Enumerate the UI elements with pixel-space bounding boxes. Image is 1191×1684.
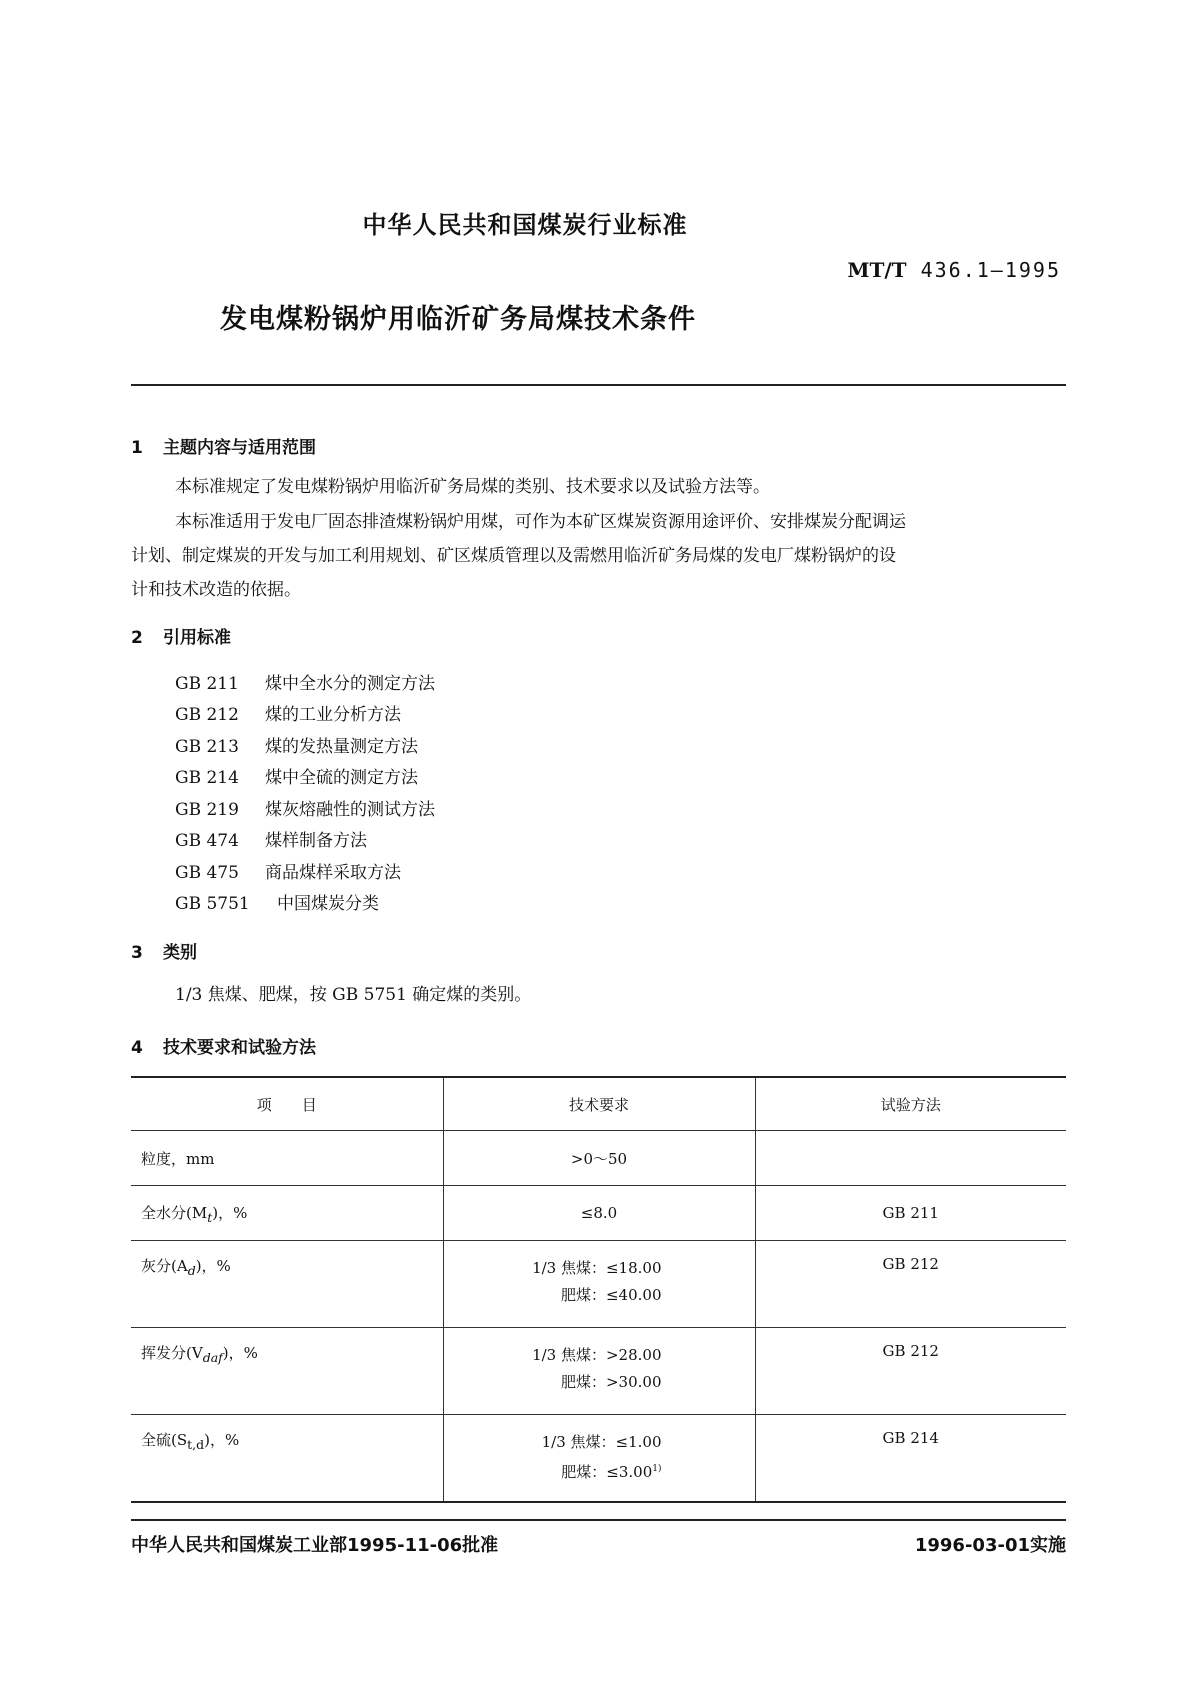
reference-code: GB 213 xyxy=(175,737,239,757)
effective-date: 1996-03-01实施 xyxy=(914,1535,1066,1556)
section-1-paragraph-1: 本标准规定了发电煤粉锅炉用临沂矿务局煤的类别、技术要求以及试验方法等。 xyxy=(175,477,770,497)
reference-item xyxy=(175,826,367,851)
reference-code: GB 212 xyxy=(175,705,239,725)
table-row xyxy=(131,1186,1066,1241)
reference-name: 煤中全硫的测定方法 xyxy=(265,768,418,788)
document-title: 发电煤粉锅炉用临沂矿务局煤技术条件 xyxy=(220,304,696,335)
reference-item xyxy=(175,858,401,883)
reference-name: 中国煤炭分类 xyxy=(277,894,379,914)
row-requirement: ≤8.0 xyxy=(443,1186,755,1241)
reference-name: 煤灰熔融性的测试方法 xyxy=(265,800,435,820)
table-row xyxy=(131,1415,1066,1503)
section-title: 类别 xyxy=(163,943,197,963)
row-test-method: GB 211 xyxy=(755,1186,1066,1241)
reference-code: GB 474 xyxy=(175,831,239,851)
row-item: 全水分$(M_t)$，% xyxy=(131,1186,443,1241)
reference-code: GB 214 xyxy=(175,768,239,788)
section-1-paragraph-2-line-2: 计划、制定煤炭的开发与加工利用规划、矿区煤质管理以及需燃用临沂矿务局煤的发电厂煤粉锅炉的设 xyxy=(131,546,896,566)
footer-divider xyxy=(131,1519,1066,1521)
section-1-heading xyxy=(131,433,316,458)
reference-item xyxy=(175,763,418,788)
section-3-heading xyxy=(131,938,197,963)
code-number: 436.1—1995 xyxy=(920,258,1061,282)
table-row xyxy=(131,1131,1066,1186)
reference-code: GB 475 xyxy=(175,863,239,883)
reference-item xyxy=(175,795,435,820)
section-3-paragraph: 1/3 焦煤、肥煤，按 GB 5751 确定煤的类别。 xyxy=(175,985,532,1005)
row-requirement: 1/3 焦煤：≤18.00 肥煤：≤40.00 xyxy=(443,1241,755,1328)
table-row xyxy=(131,1241,1066,1328)
reference-item xyxy=(175,669,435,694)
section-number: 1 xyxy=(131,438,143,458)
code-prefix: MT/T xyxy=(847,258,907,282)
reference-item xyxy=(175,700,401,725)
row-requirement: >0～50 xyxy=(443,1131,755,1186)
row-item: 灰分$(A_d)$，% xyxy=(131,1241,443,1328)
technical-requirements-table xyxy=(131,1076,1066,1503)
table-row xyxy=(131,1328,1066,1415)
reference-code: GB 5751 xyxy=(175,894,250,914)
section-title: 主题内容与适用范围 xyxy=(163,438,316,458)
reference-item xyxy=(175,889,379,914)
row-item: 粒度，mm xyxy=(131,1131,443,1186)
reference-code: GB 219 xyxy=(175,800,239,820)
section-1-paragraph-2-line-1: 本标准适用于发电厂固态排渣煤粉锅炉用煤，可作为本矿区煤炭资源用途评价、安排煤炭分配调运 xyxy=(175,512,906,532)
reference-name: 商品煤样采取方法 xyxy=(265,863,401,883)
header-test-method: 试验方法 xyxy=(755,1077,1066,1131)
reference-name: 煤的工业分析方法 xyxy=(265,705,401,725)
reference-name: 煤的发热量测定方法 xyxy=(265,737,418,757)
row-test-method: GB 212 xyxy=(755,1328,1066,1415)
row-requirement: 1/3 焦煤：≤1.00 肥煤：$\le 3.00^{1)}$ xyxy=(443,1415,755,1503)
header-item: 项 目 xyxy=(131,1077,443,1131)
issuing-standard-header: 中华人民共和国煤炭行业标准 xyxy=(362,211,688,239)
section-title: 技术要求和试验方法 xyxy=(163,1038,316,1058)
table-header-row xyxy=(131,1077,1066,1131)
reference-code: GB 211 xyxy=(175,674,239,694)
section-number: 4 xyxy=(131,1038,143,1058)
row-item: 挥发分$(V_{daf})$，% xyxy=(131,1328,443,1415)
reference-name: 煤样制备方法 xyxy=(265,831,367,851)
row-test-method xyxy=(755,1131,1066,1186)
standard-code xyxy=(847,258,1061,282)
footnote-marker: 1) xyxy=(652,1464,662,1474)
header-requirement: 技术要求 xyxy=(443,1077,755,1131)
approval-line: 中华人民共和国煤炭工业部1995-11-06批准 xyxy=(131,1535,499,1556)
row-test-method: GB 212 xyxy=(755,1241,1066,1328)
row-requirement: 1/3 焦煤：>28.00 肥煤：>30.00 xyxy=(443,1328,755,1415)
section-1-paragraph-2-line-3: 计和技术改造的依据。 xyxy=(131,580,301,600)
section-4-heading xyxy=(131,1033,316,1058)
row-item: 全硫$(S_{t,d})$，% xyxy=(131,1415,443,1503)
section-number: 3 xyxy=(131,943,143,963)
row-test-method: GB 214 xyxy=(755,1415,1066,1503)
title-divider xyxy=(131,384,1066,386)
section-title: 引用标准 xyxy=(163,628,231,648)
section-number: 2 xyxy=(131,628,143,648)
reference-item xyxy=(175,732,418,757)
reference-name: 煤中全水分的测定方法 xyxy=(265,674,435,694)
section-2-heading xyxy=(131,623,231,648)
